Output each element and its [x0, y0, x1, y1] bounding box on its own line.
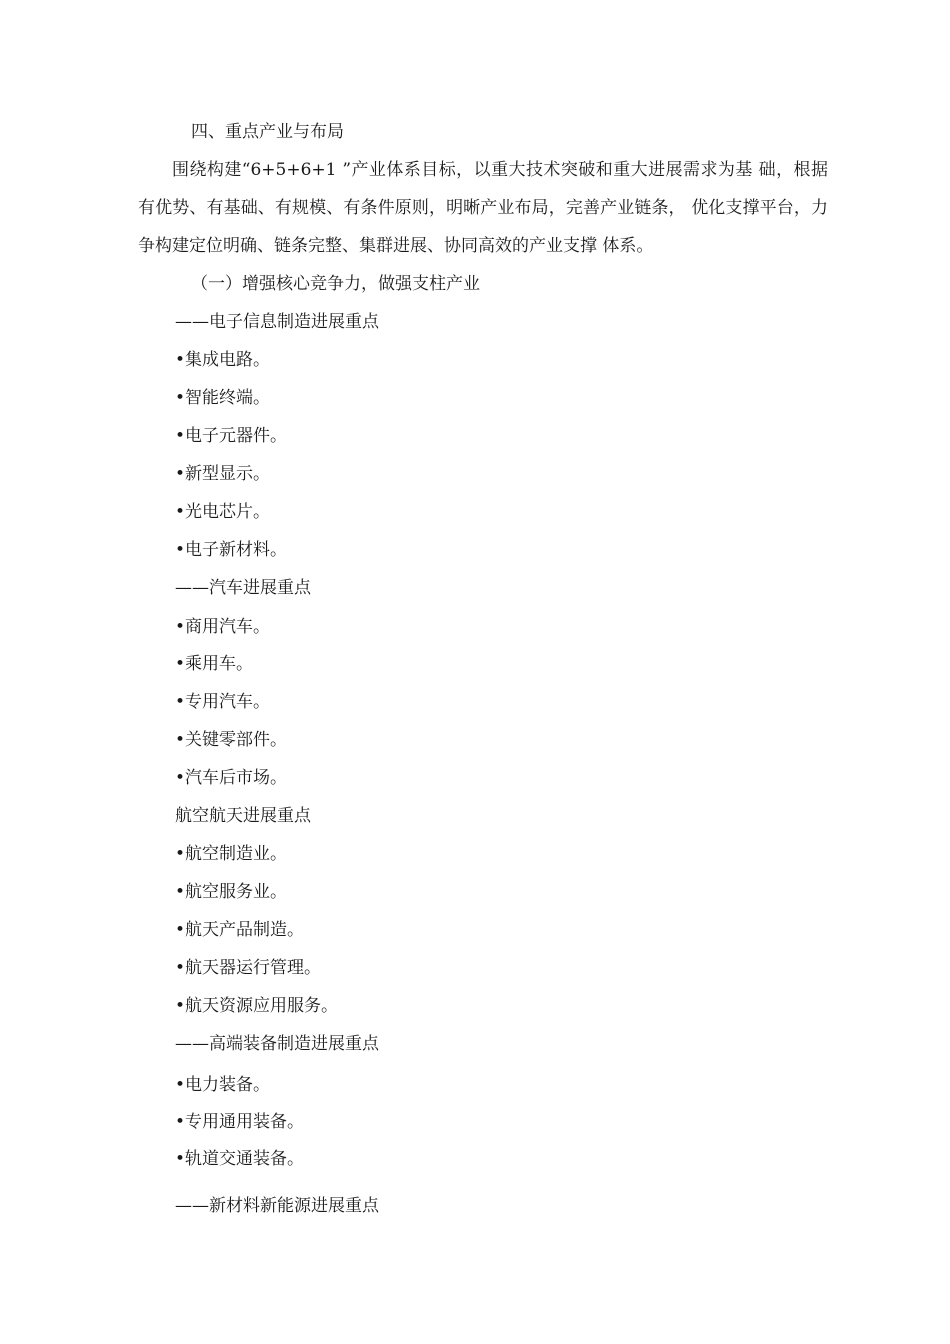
list-item: •商用汽车。 — [175, 617, 271, 637]
list-item: •电子新材料。 — [175, 540, 288, 560]
subsection-heading: （一）增强核心竞争力，做强支柱产业 — [191, 274, 480, 294]
group-title-aerospace: 航空航天进展重点 — [175, 806, 311, 826]
list-item: •专用通用装备。 — [175, 1112, 305, 1132]
list-item: •电子元器件。 — [175, 426, 288, 446]
group-title-equipment: ——高端装备制造进展重点 — [175, 1034, 379, 1054]
group-title-electronics: ——电子信息制造进展重点 — [175, 312, 379, 332]
list-item: •集成电路。 — [175, 350, 271, 370]
list-item: •航空服务业。 — [175, 882, 288, 902]
list-item: •电力装备。 — [175, 1075, 271, 1095]
list-item: •轨道交通装备。 — [175, 1149, 305, 1169]
list-item: •航空制造业。 — [175, 844, 288, 864]
list-item: •乘用车。 — [175, 654, 254, 674]
list-item: •智能终端。 — [175, 388, 271, 408]
section-heading: 四、重点产业与布局 — [191, 122, 344, 142]
list-item: •新型显示。 — [175, 464, 271, 484]
list-item: •航天产品制造。 — [175, 920, 305, 940]
group-title-new-materials-energy: ——新材料新能源进展重点 — [175, 1196, 379, 1216]
list-item: •汽车后市场。 — [175, 768, 288, 788]
list-item: •专用汽车。 — [175, 692, 271, 712]
intro-paragraph: 围绕构建“6+5+6+1 ”产业体系目标，以重大技术突破和重大进展需求为基 础，根据有优势、有基础、有规模、有条件原则，明晰产业布局，完善产业链条， 优化支撑平台，力争构建定位明确、链条完整、集群进展、协同高效的产业支撑 体系。 — [138, 160, 828, 256]
list-item: •光电芯片。 — [175, 502, 271, 522]
group-title-automotive: ——汽车进展重点 — [175, 578, 311, 598]
list-item: •关键零部件。 — [175, 730, 288, 750]
list-item: •航天资源应用服务。 — [175, 996, 339, 1016]
list-item: •航天器运行管理。 — [175, 958, 322, 978]
